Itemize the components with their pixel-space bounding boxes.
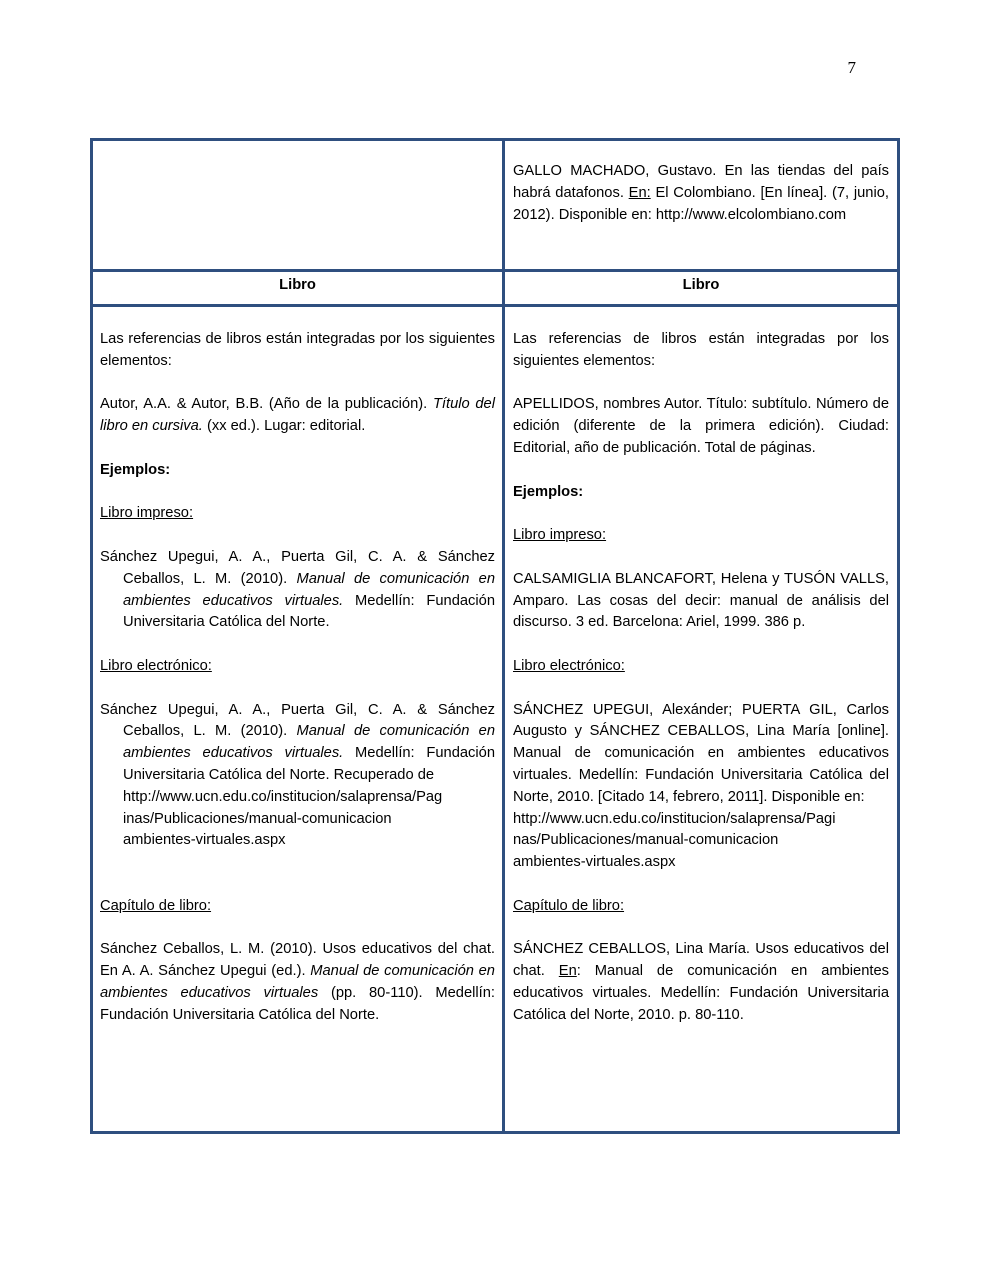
table-border-top	[90, 138, 900, 141]
right-ebook-example: SÁNCHEZ UPEGUI, Alexánder; PUERTA GIL, Carlos Augusto y SÁNCHEZ CEBALLOS, Lina María [online]. Manual de comunicación en ambientes educativos virtuales. Medellín: Fundación Universitaria Católica del Norte, 2010. [Citado 14, febrero, 2011]. Disponible en:	[513, 701, 889, 805]
table-border-right	[897, 138, 900, 1134]
page-number: 7	[847, 58, 856, 77]
right-chapter-example: SÁNCHEZ CEBALLOS, Lina María. Usos educativos del chat. En: Manual de comunicación en ambientes educativos virtuales. Medellín: Fundación Universitaria Católica del Norte, 2010. p. 80-110.	[513, 941, 889, 1023]
right-printed-heading: Libro impreso:	[513, 527, 607, 544]
left-chapter-heading: Capítulo de libro:	[100, 897, 212, 914]
right-ebook-heading: Libro electrónico:	[513, 657, 625, 674]
left-ebook-url-2: inas/Publicaciones/manual-comunicacion	[123, 810, 392, 827]
right-examples-heading: Ejemplos:	[513, 483, 584, 500]
table-border-bottom	[90, 1131, 900, 1134]
right-printed-example: CALSAMIGLIA BLANCAFORT, Helena y TUSÓN VALLS, Amparo. Las cosas del decir: manual de análisis del discurso. 3 ed. Barcelona: Ariel, 1999. 386 p.	[513, 570, 889, 631]
header-libro-left: Libro	[279, 277, 316, 293]
right-intro: Las referencias de libros están integradas por los siguientes elementos:	[513, 331, 889, 369]
header-libro-right: Libro	[682, 277, 720, 293]
table-border-row1	[90, 269, 900, 272]
right-chapter-heading: Capítulo de libro:	[513, 897, 625, 914]
left-format: Autor, A.A. & Autor, B.B. (Año de la publicación). Título del libro en cursiva. (xx ed.). Lugar: editorial.	[100, 396, 495, 435]
left-ebook-heading: Libro electrónico:	[100, 657, 212, 674]
reference-table	[90, 138, 900, 1134]
gallo-citation: GALLO MACHADO, Gustavo. En las tiendas del país habrá datafonos. En: El Colombiano. [En línea]. (7, junio, 2012). Disponible en: http://www.elcolombiano.com	[513, 163, 889, 223]
left-body-cell	[100, 329, 495, 1027]
top-right-cell	[513, 161, 889, 226]
left-ebook-example: Sánchez Upegui, A. A., Puerta Gil, C. A. & Sánchez Ceballos, L. M. (2010). Manual de comunicación en ambientes educativos virtuales. Medellín: Fundación Universitaria Católica del Norte. Recuperado de	[100, 701, 495, 783]
right-ebook-url-2: nas/Publicaciones/manual-comunicacion	[513, 832, 779, 849]
left-chapter-example: Sánchez Ceballos, L. M. (2010). Usos educativos del chat. En A. A. Sánchez Upegui (ed.). Manual de comunicación en ambientes educativos virtuales (pp. 80-110). Medellín: Fundación Universitaria Católica del Norte.	[100, 941, 495, 1023]
left-printed-example: Sánchez Upegui, A. A., Puerta Gil, C. A. & Sánchez Ceballos, L. M. (2010). Manual de comunicación en ambientes educativos virtuales. Medellín: Fundación Universitaria Católica del Norte.	[100, 548, 495, 631]
right-format: APELLIDOS, nombres Autor. Título: subtítulo. Número de edición (diferente de la primera edición). Ciudad: Editorial, año de publicación. Total de páginas.	[513, 396, 889, 456]
left-printed-heading: Libro impreso:	[100, 505, 194, 522]
right-body-cell	[513, 329, 889, 1027]
left-ebook-url-1: http://www.ucn.edu.co/institucion/salaprensa/Pag	[123, 788, 443, 805]
left-examples-heading: Ejemplos:	[100, 461, 171, 478]
left-ebook-url-3: ambientes-virtuales.aspx	[123, 832, 286, 849]
right-ebook-url-1: http://www.ucn.edu.co/institucion/salaprensa/Pagi	[513, 810, 836, 827]
table-border-row2	[90, 304, 900, 307]
right-ebook-url-3: ambientes-virtuales.aspx	[513, 854, 676, 871]
left-intro: Las referencias de libros están integradas por los siguientes elementos:	[100, 331, 495, 369]
